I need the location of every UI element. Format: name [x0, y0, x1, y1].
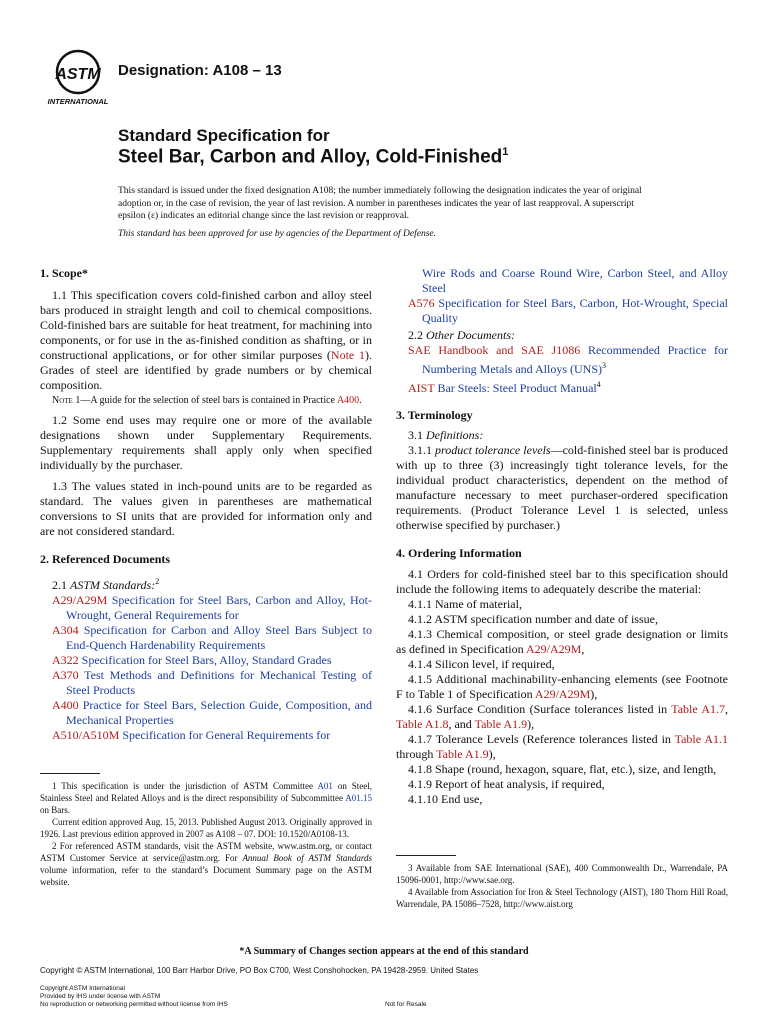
- section-4-1-3: 4.1.3 Chemical composition, or steel grade designation or limits as defined in Specification A29/A29M,: [396, 627, 728, 656]
- a400-link[interactable]: A400: [336, 395, 360, 406]
- logo-subtext: INTERNATIONAL: [47, 97, 109, 106]
- a29-link[interactable]: A29/A29M: [525, 642, 582, 656]
- left-column: [40, 266, 372, 888]
- designation: Designation: A108 – 13: [118, 62, 282, 79]
- ref-entry: [52, 728, 372, 743]
- section-4-1-6: 4.1.6 Surface Condition (Surface tolerances listed in Table A1.7, Table A1.8, and Table A1.9),: [396, 702, 729, 731]
- summary-note: *A Summary of Changes section appears at the end of this standard: [239, 946, 529, 957]
- section-2-1: 2.1 ASTM Standards:$^2$: [52, 577, 160, 592]
- ref-entry: [52, 653, 372, 668]
- note1-link[interactable]: Note 1: [330, 348, 365, 362]
- section-4-1-9: 4.1.9 Report of heat analysis, if required,: [408, 777, 605, 791]
- table-a1-7-link[interactable]: Table A1.7: [671, 702, 726, 716]
- refdocs-heading: 2. Referenced Documents: [40, 552, 171, 566]
- right-column: [396, 266, 728, 910]
- copyright: Copyright © ASTM International, 100 Barr Harbor Drive, PO Box C700, West Conshohocken, PA 19428-2959. United States: [40, 966, 479, 975]
- section-4-1-4: 4.1.4 Silicon level, if required,: [408, 657, 555, 671]
- ref-code-link[interactable]: A370: [52, 668, 79, 682]
- ref-code-link[interactable]: A29/A29M: [52, 593, 108, 607]
- ref-entry: [52, 623, 372, 653]
- page-title: Steel Bar, Carbon and Alloy, Cold-Finished$^1$: [118, 146, 509, 168]
- footnote-1: 1 This specification is under the jurisdiction of ASTM Committee A01 on Steel, Stainless Steel and Related Alloys and is the direct responsibility of Subcommittee A01.15 on Bars.: [40, 781, 373, 815]
- ref-entry: [52, 698, 372, 728]
- section-3-1-1: 3.1.1 product tolerance levels—cold-finished steel bar is produced with up to three (3) increasingly tight tolerance levels, for the individual product characteristics, dependent on the method of manufacture necessary to meet purchaser-ordered specification requirements. (Product Tolerance Level 1 is selected, unless otherwise specified by purchaser.): [396, 443, 728, 532]
- note-1: Note 1—A guide for the selection of steel bars is contained in Practice A400.: [52, 395, 362, 406]
- ref-code-link[interactable]: A304: [52, 623, 79, 637]
- issue-note: This standard is issued under the fixed designation A108; the number immediately following the designation indicates the year of original adoption or, in the case of revision, the year of last revision. A number in parentheses indicates the year of last reapproval. A superscript epsilon (ε) indicates an editorial change since the last revision or reapproval.: [118, 186, 642, 221]
- aist-link[interactable]: AIST: [408, 381, 435, 395]
- table-a1-9-link-2[interactable]: Table A1.9: [436, 747, 489, 761]
- ref-code-link[interactable]: A400: [52, 698, 79, 712]
- a29-link-2[interactable]: A29/A29M: [534, 687, 591, 701]
- ref-aist: AIST Bar Steels: Steel Product Manual$^4$: [408, 380, 601, 395]
- section-4-1-2: 4.1.2 ASTM specification number and date of issue,: [408, 612, 658, 626]
- section-4-1-1: 4.1.1 Name of material,: [408, 597, 522, 611]
- table-a1-8-link[interactable]: Table A1.8: [396, 717, 449, 731]
- ref-title: Practice for Steel Bars, Selection Guide, Composition, and Mechanical Properties: [66, 698, 372, 727]
- ref-a576: A576 Specification for Steel Bars, Carbon, Hot-Wrought, Special Quality: [408, 296, 728, 325]
- sae-link[interactable]: SAE Handbook and SAE J1086: [408, 343, 581, 357]
- scope-heading: 1. Scope*: [40, 266, 88, 280]
- ref-title: Specification for Carbon and Alloy Steel Bars Subject to End-Quench Hardenability Requirements: [66, 623, 372, 652]
- section-1-1: 1.1 This specification covers cold-finished carbon and alloy steel bars produced in straight length and coil to chemical compositions. Cold-finished bars are suitable for heat treatment, for machining into components, or for use in the as-finished condition as shafting, or in constructional applications, or for other similar purposes (Note 1). Grades of steel are identified by grade numbers or by chemical composition.: [40, 288, 372, 392]
- section-4-1-8: 4.1.8 Shape (round, hexagon, square, flat, etc.), size, and length,: [408, 762, 717, 776]
- ref-entry: [52, 668, 372, 698]
- section-1-2: 1.2 Some end uses may require one or more of the available designations shown under Supplementary Requirements. Supplementary requirements shall apply only when specified individually by the purchaser.: [40, 413, 372, 472]
- terminology-heading: 3. Terminology: [396, 408, 473, 422]
- table-a1-1-link[interactable]: Table A1.1: [674, 732, 728, 746]
- footnote-1-edition: Current edition approved Aug. 15, 2013. Published August 2013. Originally approved in 1926. Last previous edition approved in 2007 as A108 – 07. DOI: 10.1520/A0108-13.: [40, 817, 372, 839]
- ref-code-link[interactable]: A510/A510M: [52, 728, 120, 742]
- astm-logo: [42, 48, 114, 106]
- logo-text: ASTM: [55, 66, 101, 83]
- a576-link[interactable]: A576: [408, 296, 435, 310]
- license-notice: Copyright ASTM International Provided by IHS under license with ASTM No reproduction or networking permitted without license from IHS: [40, 985, 228, 1008]
- a01-15-link[interactable]: A01.15: [345, 793, 372, 803]
- dod-note: This standard has been approved for use by agencies of the Department of Defense.: [118, 229, 437, 239]
- a01-link[interactable]: A01: [317, 781, 333, 791]
- ref-entry: [52, 593, 372, 623]
- section-4-1-7: 4.1.7 Tolerance Levels (Reference tolerances listed in Table A1.1 through Table A1.9),: [396, 732, 728, 761]
- footnote-2: 2 For referenced ASTM standards, visit the ASTM website, www.astm.org, or contact ASTM Customer Service at service@astm.org. For Annual Book of ASTM Standards volume information, refer to the standard’s Document Summary page on the ASTM website.: [40, 841, 372, 887]
- ref-title: Specification for Steel Bars, Carbon and Alloy, Hot-Wrought, General Requirements for: [66, 593, 372, 622]
- section-2-2: 2.2 Other Documents:: [408, 328, 515, 342]
- section-4-1-5: 4.1.5 Additional machinability-enhancing elements (see Footnote F to Table 1 of Specification A29/A29M),: [396, 672, 728, 701]
- section-1-3: 1.3 The values stated in inch-pound units are to be regarded as standard. The values given in parentheses are mathematical conversions to SI units that are provided for information only and are not considered standard.: [40, 479, 372, 538]
- title-line1: Standard Specification for: [118, 126, 330, 145]
- ref-title: Specification for General Requirements for: [119, 728, 331, 742]
- section-4-1: 4.1 Orders for cold-finished steel bar to this specification should include the following items to adequately describe the material:: [396, 567, 728, 596]
- not-for-resale: Not for Resale: [385, 1001, 427, 1008]
- table-a1-9-link[interactable]: Table A1.9: [474, 717, 528, 731]
- footnote-4: 4 Available from Association for Iron & Steel Technology (AIST), 180 Thorn Hill Road, Warrendale, PA 15086–7528, http://www.aist.org: [396, 887, 728, 909]
- astm-reference-list: [40, 593, 372, 743]
- ref-title: Test Methods and Definitions for Mechanical Testing of Steel Products: [66, 668, 372, 697]
- ref-continuation: Wire Rods and Coarse Round Wire, Carbon Steel, and Alloy Steel: [422, 266, 728, 295]
- section-4-1-10: 4.1.10 End use,: [408, 792, 483, 806]
- ref-code-link[interactable]: A322: [52, 653, 79, 667]
- ref-sae: SAE Handbook and SAE J1086 Recommended Practice for Numbering Metals and Alloys (UNS)$^3$: [408, 343, 728, 376]
- ordering-heading: 4. Ordering Information: [396, 546, 522, 560]
- section-3-1: 3.1 Definitions:: [408, 428, 484, 442]
- ref-title: Specification for Steel Bars, Alloy, Standard Grades: [78, 653, 332, 667]
- footnote-3: 3 Available from SAE International (SAE), 400 Commonwealth Dr., Warrendale, PA 15096-0001, http://www.sae.org.: [396, 863, 728, 885]
